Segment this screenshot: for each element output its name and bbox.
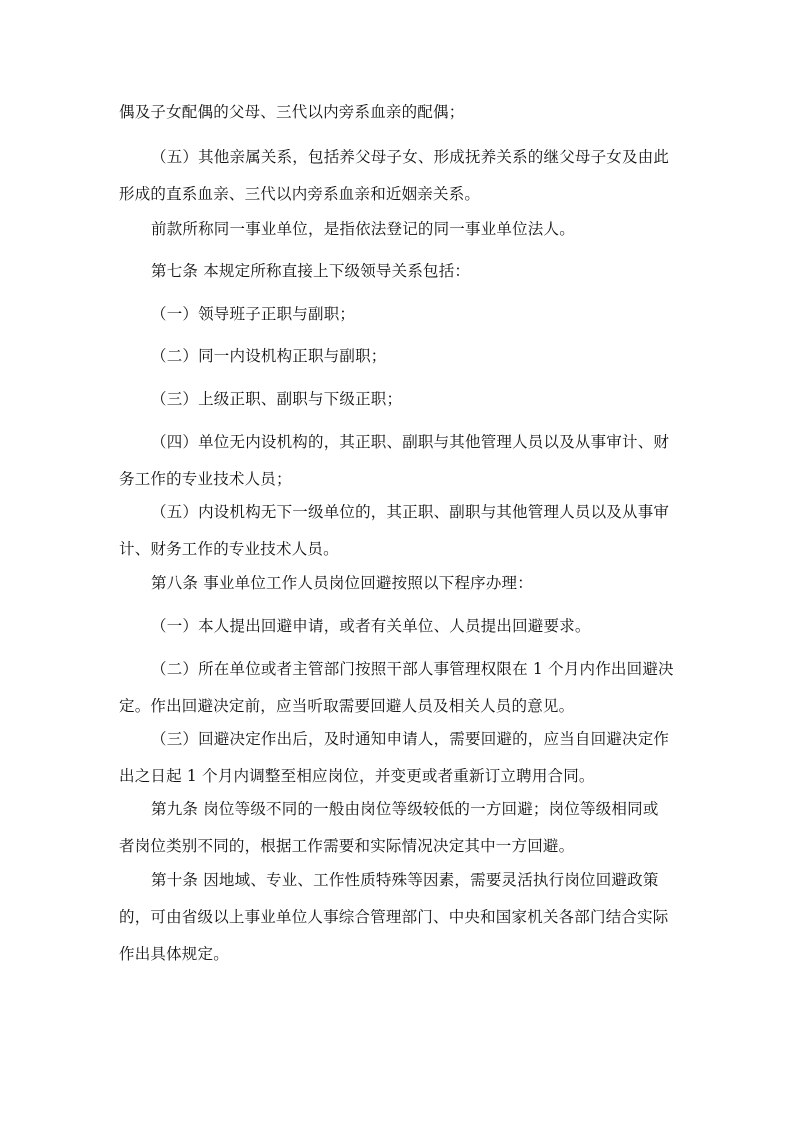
paragraph-item-5-other-relatives: [119, 139, 679, 213]
text-line: （三）回避决定作出后，及时通知申请人，需要回避的，应当自回避决定作: [151, 730, 670, 748]
text-line: 前款所称同一事业单位，是指依法登记的同一事业单位法人。: [151, 220, 575, 238]
paragraph-continuation-spouse-relations: [119, 94, 679, 131]
text-line: （一）领导班子正职与副职；: [151, 305, 356, 323]
paragraph-article-7-item-3: [119, 381, 679, 418]
paragraph-article-10: [119, 862, 679, 973]
paragraph-article-8-item-1: [119, 608, 679, 645]
text-line: 第九条 岗位等级不同的一般由岗位等级较低的一方回避；岗位等级相同或: [151, 800, 659, 818]
text-line: 第十条 因地域、专业、工作性质特殊等因素，需要灵活执行岗位回避政策: [151, 871, 659, 889]
text-line: （五）内设机构无下一级单位的，其正职、副职与其他管理人员以及从事审: [151, 503, 670, 521]
paragraph-article-8-item-3: [119, 721, 679, 795]
paragraph-article-8-item-2: [119, 651, 679, 725]
text-line: （三）上级正职、副职与下级正职；: [151, 390, 403, 408]
paragraph-article-9: [119, 791, 679, 865]
text-line: 形成的直系血亲、三代以内旁系血亲和近姻亲关系。: [119, 185, 481, 203]
text-line: 第七条 本规定所称直接上下级领导关系包括：: [151, 262, 471, 280]
text-line: （一）本人提出回避申请，或者有关单位、人员提出回避要求。: [151, 617, 591, 635]
paragraph-article-7-item-2: [119, 338, 679, 375]
paragraph-same-institution-definition: [119, 211, 679, 248]
paragraph-article-7-item-5: [119, 494, 679, 568]
text-line: （二）所在单位或者主管部门按照干部人事管理权限在 1 个月内作出回避决: [151, 660, 674, 678]
text-line: 定。作出回避决定前，应当听取需要回避人员及相关人员的意见。: [119, 697, 575, 715]
text-line: 作出具体规定。: [119, 945, 229, 963]
paragraph-article-7-item-1: [119, 296, 679, 333]
text-line: 偶及子女配偶的父母、三代以内旁系血亲的配偶；: [119, 103, 465, 121]
paragraph-article-8: [119, 565, 679, 602]
text-line: （四）单位无内设机构的，其正职、副职与其他管理人员以及从事审计、财: [151, 433, 670, 451]
text-line: （五）其他亲属关系，包括养父母子女、形成抚养关系的继父母子女及由此: [151, 148, 670, 166]
text-line: （二）同一内设机构正职与副职；: [151, 347, 387, 365]
text-line: 者岗位类别不同的，根据工作需要和实际情况决定其中一方回避。: [119, 837, 575, 855]
text-line: 计、财务工作的专业技术人员。: [119, 540, 339, 558]
paragraph-article-7-item-4: [119, 424, 679, 498]
text-line: 出之日起 1 个月内调整至相应岗位，并变更或者重新订立聘用合同。: [119, 767, 595, 785]
text-line: 务工作的专业技术人员；: [119, 470, 292, 488]
text-line: 第八条 事业单位工作人员岗位回避按照以下程序办理：: [151, 574, 533, 592]
text-line: 的，可由省级以上事业单位人事综合管理部门、中央和国家机关各部门结合实际: [119, 908, 669, 926]
paragraph-article-7: [119, 253, 679, 290]
